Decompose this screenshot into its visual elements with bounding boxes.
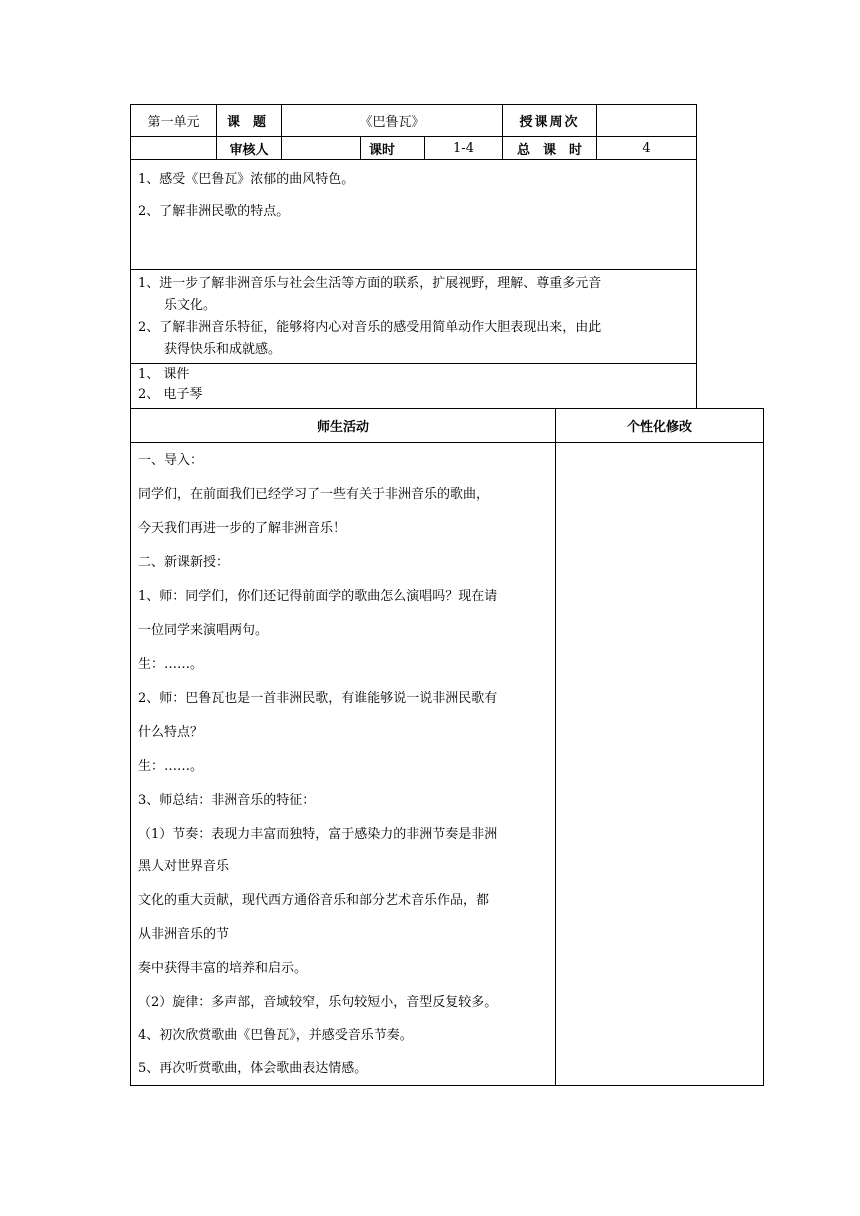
- activity-line: 生：……。: [138, 759, 204, 774]
- activity-line: 黑人对世界音乐: [138, 859, 230, 874]
- revision-column-header: 个性化修改: [626, 420, 692, 435]
- activity-line: 5、再次听赏歌曲，体会歌曲表达情感。: [138, 1061, 368, 1076]
- goal-item: 2、了解非洲民歌的特点。: [138, 204, 290, 219]
- total-hours-value: 4: [642, 140, 651, 156]
- table-border: [555, 408, 556, 1086]
- unit-label: 第一单元: [147, 115, 200, 130]
- table-border: [130, 104, 131, 1086]
- table-border: [130, 363, 697, 364]
- activity-line: 同学们，在前面我们已经学习了一些有关于非洲音乐的歌曲，: [138, 487, 490, 502]
- activity-line: 一位同学来演唱两句。: [138, 623, 269, 638]
- activity-line: 1、师：同学们，你们还记得前面学的歌曲怎么演唱吗？现在请: [138, 589, 498, 604]
- activity-line: 生：……。: [138, 657, 204, 672]
- objective-item: 2、了解非洲音乐特征，能够将内心对音乐的感受用简单动作大胆表现出来，由此: [138, 320, 602, 335]
- total-hours-label: 总 课 时: [516, 142, 582, 158]
- goal-item: 1、感受《巴鲁瓦》浓郁的曲风特色。: [138, 172, 355, 187]
- activity-line: 二、新课新授：: [138, 555, 230, 570]
- activity-line: （1）节奏：表现力丰富而独特，富于感染力的非洲节奏是非洲: [138, 827, 498, 842]
- material-item: 1、 课件: [138, 367, 190, 382]
- objective-item: 乐文化。: [164, 298, 217, 313]
- reviewer-label: 审核人: [229, 142, 269, 158]
- activity-line: 从非洲音乐的节: [138, 927, 230, 942]
- activity-line: 4、初次欣赏歌曲《巴鲁瓦》，并感受音乐节奏。: [138, 1028, 413, 1043]
- activity-column-header: 师生活动: [316, 420, 369, 435]
- table-border: [763, 408, 764, 1086]
- activity-line: 今天我们再进一步的了解非洲音乐！: [138, 521, 347, 536]
- activity-line: 一、导入：: [138, 453, 204, 468]
- activity-line: 什么特点？: [138, 725, 204, 740]
- topic-value: 《巴鲁瓦》: [359, 115, 425, 130]
- week-value: [597, 105, 696, 136]
- activity-line: 文化的重大贡献，现代西方通俗音乐和部分艺术音乐作品，都: [138, 893, 490, 908]
- activity-line: （2）旋律：多声部，音域较窄，乐句较短小，音型反复较多。: [138, 995, 498, 1010]
- table-border: [130, 269, 697, 270]
- reviewer-value: [282, 137, 360, 159]
- week-label: 授课周次: [519, 115, 580, 130]
- table-border: [130, 442, 764, 443]
- material-item: 2、 电子琴: [138, 387, 203, 402]
- objective-item: 获得快乐和成就感。: [164, 342, 282, 357]
- table-border: [696, 104, 697, 408]
- objective-item: 1、进一步了解非洲音乐与社会生活等方面的联系，扩展视野，理解、尊重多元音: [138, 276, 602, 291]
- table-border: [130, 1085, 764, 1086]
- activity-line: 奏中获得丰富的培养和启示。: [138, 961, 308, 976]
- topic-label: 课 题: [227, 115, 267, 130]
- activity-line: 2、师：巴鲁瓦也是一首非洲民歌，有谁能够说一说非洲民歌有: [138, 691, 498, 706]
- hours-label: 课时: [369, 142, 396, 158]
- hours-value: 1-4: [453, 140, 474, 156]
- activity-line: 3、师总结：非洲音乐的特征：: [138, 793, 316, 808]
